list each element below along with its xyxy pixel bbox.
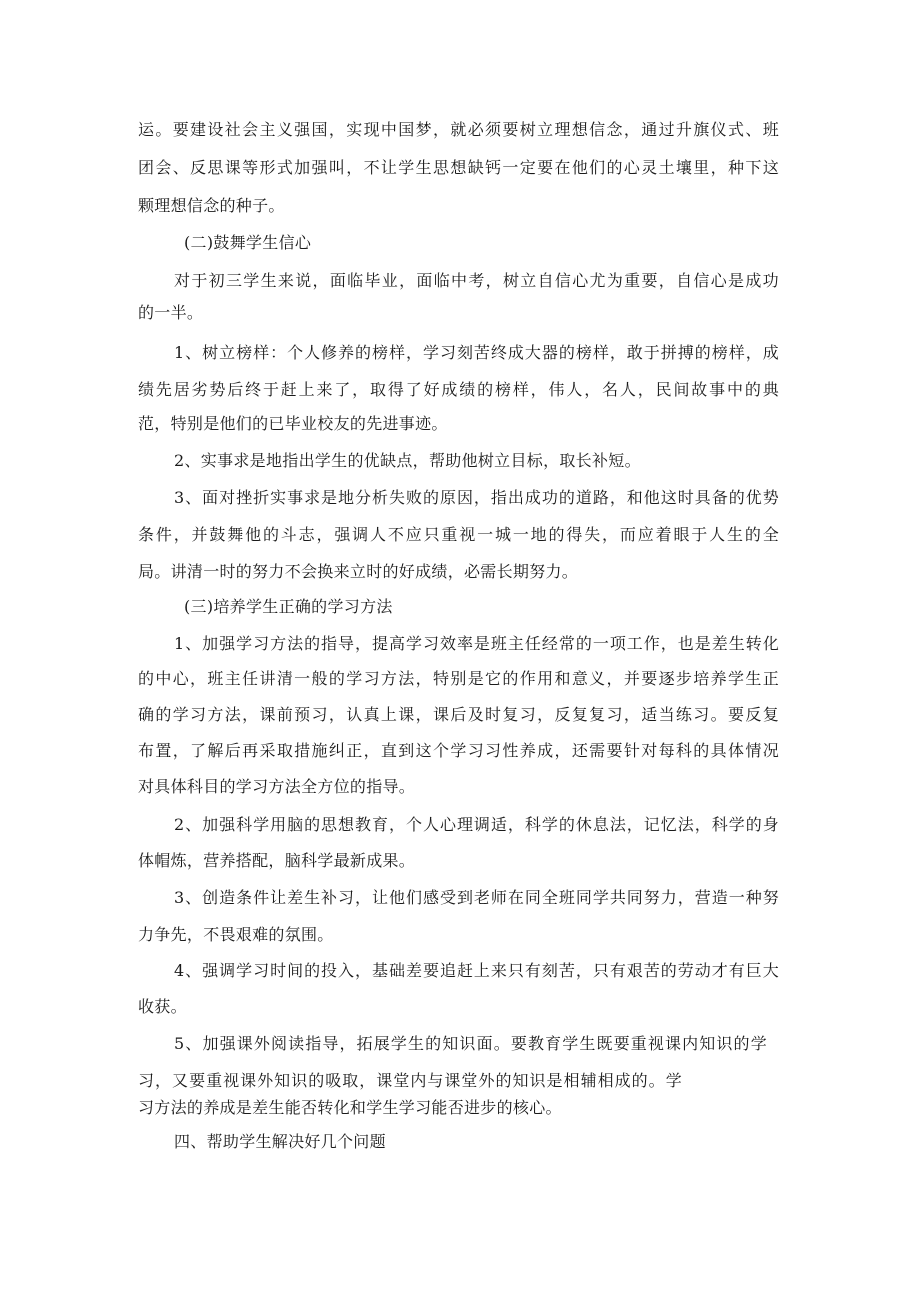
paragraph-line: 绩先居劣势后终于赶上来了，取得了好成绩的榜样，伟人，名人，民间故事中的典 bbox=[138, 380, 779, 399]
paragraph-line: 习方法的养成是差生能否转化和学生学习能否进步的核心。 bbox=[138, 1098, 562, 1117]
paragraph-line: 习，又要重视课外知识的吸取，课堂内与课堂外的知识是相辅相成的。学 bbox=[138, 1071, 682, 1090]
paragraph-line: 1、加强学习方法的指导，提高学习效率是班主任经常的一项工作，也是差生转化 bbox=[174, 634, 779, 653]
paragraph-line: 局。讲清一时的努力不会换来立时的好成绩，必需长期努力。 bbox=[138, 562, 579, 581]
paragraph-line: 对具体科目的学习方法全方位的指导。 bbox=[138, 777, 416, 796]
paragraph-line: 运。要建设社会主义强国，实现中国梦，就必须要树立理想信念，通过升旗仪式、班 bbox=[138, 120, 779, 139]
paragraph-line: 条件，并鼓舞他的斗志，强调人不应只重视一城一地的得失，而应着眼于人生的全 bbox=[138, 525, 779, 544]
paragraph-line: 1、树立榜样：个人修养的榜样，学习刻苦终成大器的榜样，敢于拼搏的榜样，成 bbox=[174, 343, 779, 362]
paragraph-line: 3、创造条件让差生补习，让他们感受到老师在同全班同学共同努力，营造一种努 bbox=[174, 888, 779, 907]
section-heading: (三)培养学生正确的学习方法 bbox=[184, 597, 393, 616]
paragraph-line: 确的学习方法，课前预习，认真上课，课后及时复习，反复复习，适当练习。要反复 bbox=[138, 705, 779, 724]
paragraph-line: 的中心，班主任讲清一般的学习方法，特别是它的作用和意义，并要逐步培养学生正 bbox=[138, 669, 779, 688]
paragraph-line: 2、实事求是地指出学生的优缺点，帮助他树立目标，取长补短。 bbox=[174, 451, 641, 470]
section-heading: (二)鼓舞学生信心 bbox=[184, 233, 312, 252]
paragraph-line: 布置，了解后再采取措施纠正，直到这个学习习性养成，还需要针对每科的具体情况 bbox=[138, 741, 779, 760]
paragraph-line: 的一半。 bbox=[138, 303, 204, 322]
paragraph-line: 5、加强课外阅读指导，拓展学生的知识面。要教育学生既要重视课内知识的学 bbox=[174, 1034, 767, 1053]
paragraph-line: 范，特别是他们的已毕业校友的先进事迹。 bbox=[138, 414, 448, 433]
paragraph-line: 2、加强科学用脑的思想教育，个人心理调适，科学的休息法，记忆法，科学的身 bbox=[174, 815, 779, 834]
paragraph-line: 团会、反思课等形式加强叫，不让学生思想缺钙一定要在他们的心灵土壤里，种下这 bbox=[138, 158, 779, 177]
paragraph-line: 3、面对挫折实事求是地分析失败的原因，指出成功的道路，和他这时具备的优势 bbox=[174, 488, 779, 507]
paragraph-line: 四、帮助学生解决好几个问题 bbox=[174, 1132, 386, 1151]
paragraph-line: 对于初三学生来说，面临毕业，面临中考，树立自信心尤为重要，自信心是成功 bbox=[174, 271, 779, 290]
paragraph-line: 力争先，不畏艰难的氛围。 bbox=[138, 925, 334, 944]
paragraph-line: 4、强调学习时间的投入，基础差要追赶上来只有刻苦，只有艰苦的劳动才有巨大 bbox=[174, 961, 779, 980]
paragraph-line: 体帽炼，营养搭配，脑科学最新成果。 bbox=[138, 851, 416, 870]
paragraph-line: 颗理想信念的种子。 bbox=[138, 196, 285, 215]
paragraph-line: 收获。 bbox=[138, 997, 187, 1016]
